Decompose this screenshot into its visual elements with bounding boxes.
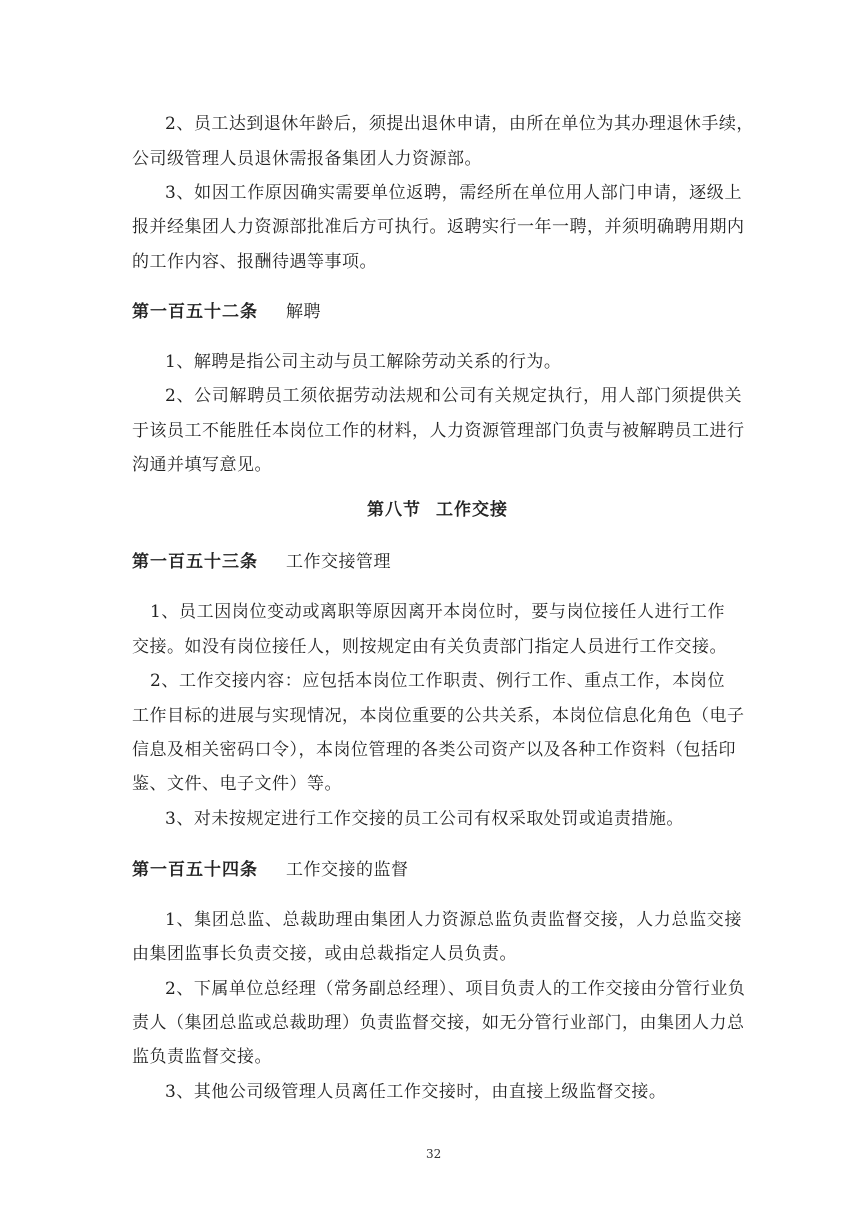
paragraph-line: 信息及相关密码口令），本岗位管理的各类公司资产以及各种工作资料（包括印	[132, 740, 736, 760]
paragraph-line: 2、下属单位总经理（常务副总经理）、项目负责人的工作交接由分管行业负	[165, 979, 746, 999]
paragraph-line: 报并经集团人力资源部批准后方可执行。返聘实行一年一聘，并须明确聘用期内	[132, 217, 745, 237]
paragraph-line: 2、工作交接内容：应包括本岗位工作职责、例行工作、重点工作，本岗位	[150, 671, 725, 691]
paragraph-line: 3、对未按规定进行工作交接的员工公司有权采取处罚或追责措施。	[165, 809, 684, 829]
paragraph-line: 鉴、文件、电子文件）等。	[132, 774, 342, 794]
paragraph-line: 1、员工因岗位变动或离职等原因离开本岗位时，要与岗位接任人进行工作	[150, 602, 725, 622]
article-number: 第一百五十三条	[132, 552, 258, 572]
section-number: 第八节	[367, 500, 421, 520]
paragraph-line: 由集团监事长负责交接，或由总裁指定人员负责。	[132, 944, 517, 964]
paragraph-line: 2、员工达到退休年龄后，须提出退休申请，由所在单位为其办理退休手续，	[165, 114, 754, 134]
paragraph-line: 2、公司解聘员工须依据劳动法规和公司有关规定执行，用人部门须提供关	[165, 386, 742, 406]
section-title: 工作交接	[436, 500, 508, 520]
article-title: 工作交接管理	[286, 552, 391, 572]
paragraph-line: 公司级管理人员退休需报备集团人力资源部。	[132, 149, 482, 169]
paragraph-line: 的工作内容、报酬待遇等事项。	[132, 252, 377, 272]
article-number: 第一百五十四条	[132, 860, 258, 880]
paragraph-line: 3、其他公司级管理人员离任工作交接时，由直接上级监督交接。	[165, 1082, 667, 1102]
paragraph-line: 交接。如没有岗位接任人，则按规定由有关负责部门指定人员进行工作交接。	[132, 637, 727, 657]
paragraph-line: 1、集团总监、总裁助理由集团人力资源总监负责监督交接，人力总监交接	[165, 910, 742, 930]
article-number: 第一百五十二条	[132, 302, 258, 322]
paragraph-line: 于该员工不能胜任本岗位工作的材料，人力资源管理部门负责与被解聘员工进行	[132, 421, 745, 441]
article-title: 工作交接的监督	[286, 860, 409, 880]
paragraph-line: 工作目标的进展与实现情况，本岗位重要的公共关系，本岗位信息化角色（电子	[132, 706, 745, 726]
paragraph-line: 责人（集团总监或总裁助理）负责监督交接，如无分管行业部门，由集团人力总	[132, 1013, 745, 1033]
page-number: 32	[426, 1147, 442, 1161]
paragraph-line: 1、解聘是指公司主动与员工解除劳动关系的行为。	[165, 352, 562, 372]
article-title: 解聘	[286, 302, 321, 322]
paragraph-line: 沟通并填写意见。	[132, 455, 272, 475]
paragraph-line: 3、如因工作原因确实需要单位返聘，需经所在单位用人部门申请，逐级上	[165, 183, 742, 203]
paragraph-line: 监负责监督交接。	[132, 1047, 272, 1067]
